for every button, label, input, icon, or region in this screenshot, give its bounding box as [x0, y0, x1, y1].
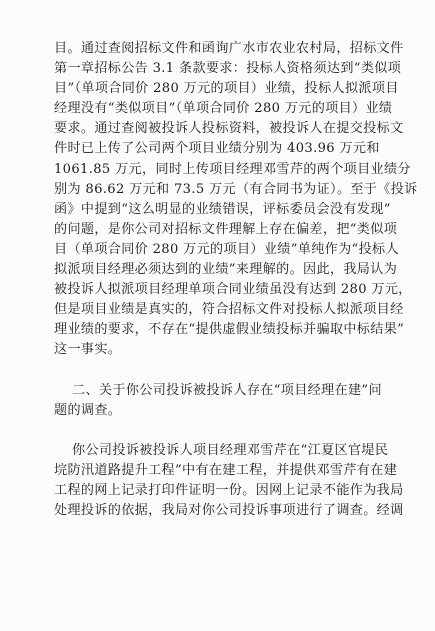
text-line: 件时已上传了公司两个项目业绩分别为 403.96 万元和: [54, 141, 380, 157]
paragraph-1: [54, 39, 418, 361]
text-line: 被投诉人拟派项目经理单项合同业绩虽没有达到 280 万元，: [54, 282, 412, 298]
text-line: 1061.85 万元，同时上传项目经理邓雪芹的两个项目业绩分: [54, 161, 411, 177]
document-body: [54, 39, 418, 521]
text-line: 处理投诉的依据，我局对你公司投诉事项进行了调查。经调: [54, 502, 404, 518]
text-line: 经理没有“类似项目”（单项合同价 280 万元的项目）业绩: [54, 101, 393, 117]
text-line: 二、关于你公司投诉被投诉人存在“项目经理在建”问: [54, 382, 382, 398]
text-line: 理业绩的要求，不存在“提供虚假业绩投标并骗取中标结果”: [54, 322, 405, 338]
paragraph-spacer: [54, 361, 394, 381]
text-line: 拟派项目经理必须达到的业绩”来理解的。因此，我局认为: [54, 262, 398, 278]
text-line: 的问题，是你公司对招标文件理解上存在偏差，把“类似项: [54, 221, 398, 237]
text-line: 题的调查。: [54, 402, 122, 418]
text-line: 别为 86.62 万元和 73.5 万元（有合同书为证）。至于《投诉: [54, 181, 418, 197]
text-line: 目（单项合同价 280 万元的项目）业绩”单纯作为“投标人: [54, 241, 399, 257]
text-line: 垸防汛道路提升工程”中有在建工程，并提供邓雪芹有在建: [54, 462, 398, 478]
text-line: 这一事实。: [54, 342, 122, 358]
text-line: 第一章招标公告 3.1 条款要求：投标人资格须达到“类似项: [54, 61, 402, 77]
paragraph-3: [54, 441, 404, 521]
text-line: 你公司投诉被投诉人项目经理邓雪芹在“江夏区官堤民: [54, 442, 389, 458]
text-line: 目。通过查阅招标文件和函询广水市农业农村局，招标文件: [54, 41, 404, 56]
text-line: 目”（单项合同价 280 万元的项目）业绩，投标人拟派项目: [54, 81, 399, 97]
paragraph-spacer: [54, 421, 394, 441]
text-line: 但是项目业绩是真实的，符合招标文件对投标人拟派项目经: [54, 302, 404, 318]
text-line: 工程的网上记录打印件证明一份。因网上记录不能作为我局: [54, 482, 404, 498]
text-line: 要求。通过查阅被投诉人投标资料，被投诉人在提交投标文: [54, 121, 404, 137]
text-line: 函》中提到“这么明显的业绩错误，评标委员会没有发现”: [54, 201, 391, 217]
paragraph-2-section-heading: [54, 381, 394, 421]
